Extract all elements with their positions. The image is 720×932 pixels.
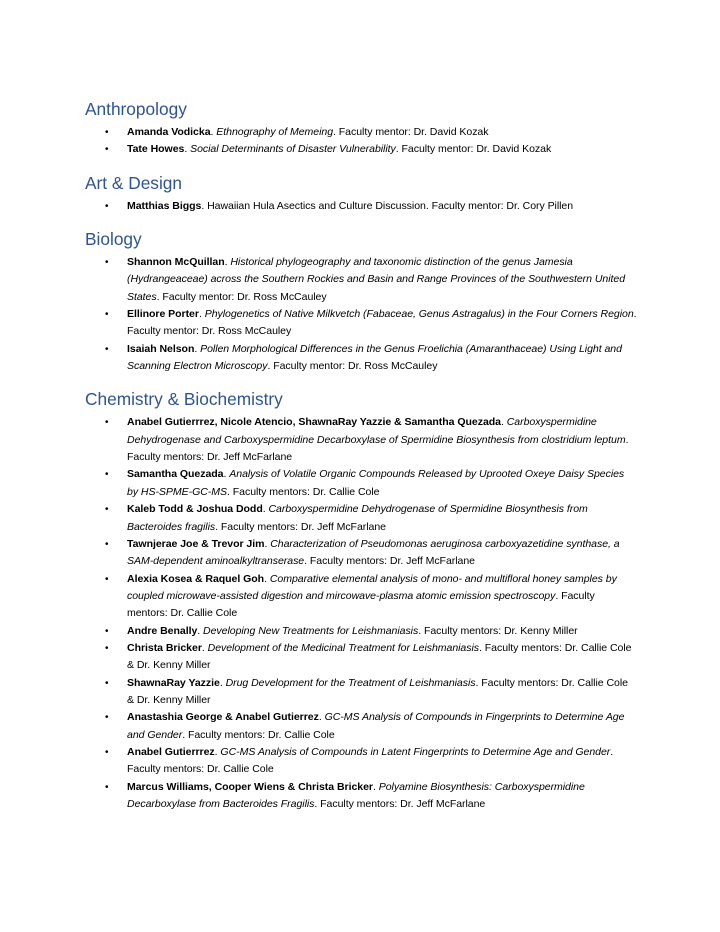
section bbox=[85, 227, 637, 375]
bullet-icon: • bbox=[105, 144, 109, 156]
entry-separator: . bbox=[201, 199, 208, 212]
entry-mentor: . Faculty mentor: Dr. Ross McCauley bbox=[156, 290, 327, 303]
entry-mentor: . Faculty mentors: Dr. Jeff McFarlane bbox=[215, 520, 386, 533]
entry-authors: Tate Howes bbox=[127, 143, 185, 156]
list-item bbox=[85, 779, 637, 814]
entry-separator: . bbox=[318, 711, 325, 724]
bullet-icon: • bbox=[105, 469, 109, 481]
bullet-icon: • bbox=[105, 712, 109, 724]
entry-separator: . bbox=[372, 780, 379, 793]
entry-title: Characterization of Pseudomonas aeruginosa carboxyazetidine synthase, a SAM-dependent aminoalkyltranserase bbox=[127, 537, 620, 568]
list-item bbox=[85, 744, 637, 779]
entry-mentor: . Faculty mentor: Dr. David Kozak bbox=[333, 126, 489, 138]
list-item bbox=[85, 709, 637, 744]
entry-title: Carboxyspermidine Dehydrogenase and Carboxyspermidine Decarboxylase of Spermidine Biosynthesis from clostridium leptum bbox=[127, 416, 626, 446]
bullet-icon: • bbox=[105, 417, 109, 429]
entry-mentor: . Faculty mentor: Dr. David Kozak bbox=[395, 143, 552, 156]
entry-mentor: . Faculty mentors: Dr. Kenny Miller bbox=[418, 624, 578, 637]
entry-separator: . bbox=[210, 126, 217, 138]
bullet-icon: • bbox=[105, 343, 109, 355]
entry-mentor: . Faculty mentor: Dr. Ross McCauley bbox=[267, 360, 438, 373]
entry-separator: . bbox=[184, 143, 191, 156]
entry-title: Pollen Morphological Differences in the Genus Froelichia (Amaranthaceae) Using Light and Scanning Electron Microscopy bbox=[127, 342, 622, 373]
entry-authors: Anastashia George & Anabel Gutierrez bbox=[127, 711, 319, 724]
entry-title: GC-MS Analysis of Compounds in Fingerprints to Determine Age and Gender bbox=[127, 711, 625, 741]
list-item bbox=[85, 254, 637, 306]
bullet-icon: • bbox=[105, 538, 109, 550]
entry-title: Drug Development for the Treatment of Leishmaniasis bbox=[225, 676, 476, 689]
bullet-icon: • bbox=[105, 309, 109, 321]
entry-authors: Ellinore Porter bbox=[127, 308, 199, 321]
entry-list bbox=[85, 124, 637, 159]
entry-separator: . bbox=[201, 641, 208, 654]
list-item bbox=[85, 141, 637, 158]
section-heading: Chemistry & Biochemistry bbox=[85, 389, 283, 410]
entry-authors: ShawnaRay Yazzie bbox=[127, 676, 220, 689]
entry-separator: . bbox=[224, 256, 231, 269]
bullet-icon: • bbox=[105, 504, 109, 516]
entry-list bbox=[85, 414, 637, 813]
section bbox=[85, 97, 637, 159]
entry-authors: Alexia Kosea & Raquel Goh bbox=[127, 572, 265, 585]
entry-separator: . bbox=[264, 537, 271, 550]
list-item bbox=[85, 640, 637, 675]
entry-mentor: . Faculty mentors: Dr. Callie Cole & Dr. Kenny Miller bbox=[127, 641, 632, 672]
bullet-icon: • bbox=[105, 781, 109, 793]
entry-mentor: . Faculty mentors: Dr. Jeff McFarlane bbox=[127, 433, 629, 464]
entry-title: GC-MS Analysis of Compounds in Latent Fingerprints to Determine Age and Gender bbox=[220, 745, 611, 758]
entry-title: Ethnography of Memeing bbox=[216, 126, 334, 138]
bullet-icon: • bbox=[105, 625, 109, 637]
entry-separator: . bbox=[500, 416, 507, 429]
entry-separator: . bbox=[197, 624, 204, 637]
entry-authors: Christa Bricker bbox=[127, 641, 202, 654]
entry-authors: Matthias Biggs bbox=[127, 199, 202, 212]
entry-mentor: . Faculty mentor: Dr. Cory Pillen bbox=[425, 199, 574, 212]
entry-authors: Anabel Gutierrrez, Nicole Atencio, ShawnaRay Yazzie & Samantha Quezada bbox=[127, 416, 501, 429]
section-heading: Art & Design bbox=[85, 172, 183, 193]
entry-authors: Amanda Vodicka bbox=[127, 126, 211, 138]
entry-mentor: . Faculty mentors: Dr. Callie Cole bbox=[227, 485, 380, 498]
entry-authors: Tawnjerae Joe & Trevor Jim bbox=[127, 537, 265, 550]
list-item bbox=[85, 341, 637, 376]
entry-list bbox=[85, 198, 637, 215]
entry-mentor: . Faculty mentor: Dr. Ross McCauley bbox=[127, 308, 637, 338]
document-content bbox=[85, 97, 637, 813]
bullet-icon: • bbox=[105, 573, 109, 585]
entry-title: Hawaiian Hula Asectics and Culture Discussion bbox=[207, 199, 426, 212]
entry-mentor: . Faculty mentors: Dr. Callie Cole bbox=[182, 728, 335, 741]
entry-separator: . bbox=[264, 572, 270, 585]
list-item bbox=[85, 536, 637, 571]
entry-mentor: . Faculty mentors: Dr. Jeff McFarlane bbox=[314, 798, 486, 810]
list-item bbox=[85, 306, 637, 341]
list-item bbox=[85, 414, 637, 466]
bullet-icon: • bbox=[105, 677, 109, 689]
entry-list bbox=[85, 254, 637, 375]
bullet-icon: • bbox=[105, 200, 109, 212]
entry-authors: Shannon McQuillan bbox=[127, 256, 225, 269]
section bbox=[85, 387, 637, 813]
entry-separator: . bbox=[214, 745, 221, 758]
entry-separator: . bbox=[194, 342, 201, 355]
list-item bbox=[85, 623, 637, 640]
bullet-icon: • bbox=[105, 642, 109, 654]
entry-title: Comparative elemental analysis of mono- and multifloral honey samples by coupled microwave-assisted digestion and mircowave-plasma atomic emission spectroscopy bbox=[127, 572, 617, 602]
list-item bbox=[85, 198, 637, 215]
entry-separator: . bbox=[262, 503, 269, 516]
section-heading: Anthropology bbox=[85, 99, 187, 119]
bullet-icon: • bbox=[105, 257, 109, 269]
list-item bbox=[85, 571, 637, 623]
entry-title: Phylogenetics of Native Milkvetch (Fabaceae, Genus Astragalus) in the Four Corners Region bbox=[204, 308, 634, 321]
entry-title: Analysis of Volatile Organic Compounds Released by Uprooted Oxeye Daisy Species by HS-SPME-GC-MS bbox=[127, 468, 625, 498]
list-item bbox=[85, 466, 637, 501]
entry-mentor: . Faculty mentors: Dr. Callie Cole & Dr. Kenny Miller bbox=[127, 676, 628, 706]
entry-separator: . bbox=[198, 308, 205, 321]
entry-authors: Isaiah Nelson bbox=[127, 342, 195, 355]
entry-authors: Samantha Quezada bbox=[127, 468, 224, 481]
section-heading: Biology bbox=[85, 229, 142, 250]
entry-authors: Anabel Gutierrrez bbox=[127, 745, 215, 758]
entry-title: Carboxyspermidine Dehydrogenase of Spermidine Biosynthesis from Bacteroides fragilis bbox=[127, 503, 588, 533]
entry-authors: Andre Benally bbox=[127, 624, 198, 637]
entry-mentor: . Faculty mentors: Dr. Callie Cole bbox=[127, 589, 595, 620]
section bbox=[85, 171, 637, 215]
entry-mentor: . Faculty mentors: Dr. Jeff McFarlane bbox=[304, 555, 475, 568]
entry-title: Social Determinants of Disaster Vulnerability bbox=[190, 143, 396, 156]
list-item bbox=[85, 501, 637, 536]
entry-separator: . bbox=[219, 676, 226, 689]
list-item bbox=[85, 124, 637, 141]
entry-authors: Marcus Williams, Cooper Wiens & Christa Bricker bbox=[127, 780, 373, 793]
bullet-icon: • bbox=[105, 746, 109, 758]
entry-title: Historical phylogeography and taxonomic distinction of the genus Jamesia (Hydrangeaceae) across the Southern Rockies and Basin and Range Provinces of the Southwestern United States bbox=[127, 256, 626, 303]
entry-title: Developing New Treatments for Leishmaniasis bbox=[203, 624, 419, 637]
entry-title: Polyamine Biosynthesis: Carboxyspermidine Decarboxylase from Bacteroides Fragilis bbox=[127, 780, 585, 810]
entry-mentor: . Faculty mentors: Dr. Callie Cole bbox=[127, 745, 614, 776]
entry-authors: Kaleb Todd & Joshua Dodd bbox=[127, 503, 263, 516]
list-item bbox=[85, 675, 637, 710]
entry-title: Development of the Medicinal Treatment for Leishmaniasis bbox=[207, 641, 479, 654]
entry-separator: . bbox=[223, 468, 230, 481]
bullet-icon: • bbox=[105, 127, 109, 138]
